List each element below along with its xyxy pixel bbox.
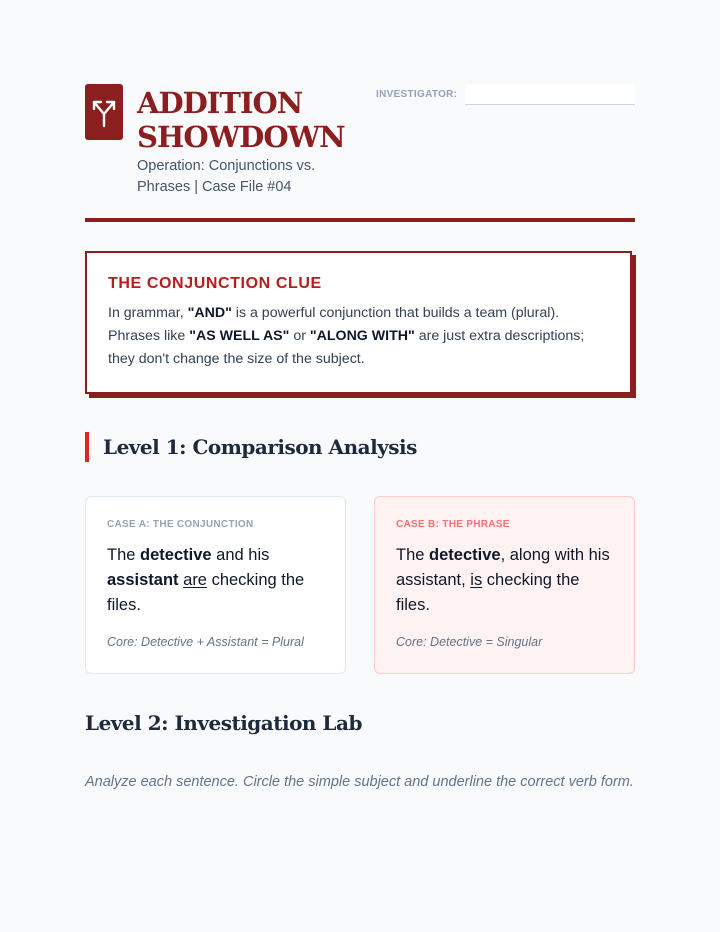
clue-keyword-along-with: "ALONG WITH" (309, 328, 415, 344)
subject-word: detective (429, 546, 501, 564)
logo (85, 84, 123, 140)
page-title (137, 86, 357, 154)
title-line-2: SHOWDOWN (137, 120, 345, 154)
page-subtitle (137, 156, 352, 198)
clue-text (108, 302, 610, 371)
sentence-part: checking the files. (396, 571, 580, 614)
subtitle-line-1: Operation: Conjunctions vs. (137, 158, 316, 174)
clue-text-part: or (289, 328, 310, 344)
case-a-core: Core: Detective + Assistant = Plural (107, 635, 304, 649)
sentence-part: The (396, 546, 430, 564)
sentence-part: and his (211, 546, 270, 564)
level-1-heading-block (85, 432, 417, 462)
case-b-card (374, 496, 635, 674)
header (85, 84, 635, 204)
investigator-label: INVESTIGATOR: (376, 89, 458, 100)
sentence-part: , along with his assistant, (396, 546, 610, 589)
clue-text-part: is a powerful conjunction that builds a team (plural). Phrases like (108, 305, 560, 344)
case-b-sentence (396, 543, 613, 618)
case-b-label: CASE B: THE PHRASE (396, 519, 510, 530)
conjunction-clue-box (85, 251, 632, 394)
level-1-heading: Level 1: Comparison Analysis (103, 435, 417, 459)
verb-word: is (470, 571, 483, 589)
clue-text-part: are just extra descriptions; they don't change the size of the subject. (108, 328, 585, 367)
clue-title: THE CONJUNCTION CLUE (108, 275, 322, 292)
clue-keyword-and: "AND" (187, 305, 232, 321)
subtitle-line-2: Phrases | Case File #04 (137, 179, 292, 195)
case-a-sentence (107, 543, 324, 618)
level-2-instructions: Analyze each sentence. Circle the simple subject and underline the correct verb form. (85, 774, 634, 790)
subject-word: assistant (107, 571, 179, 589)
subject-word: detective (140, 546, 212, 564)
split-arrows-icon (89, 96, 119, 128)
sentence-part: checking the files. (107, 571, 305, 614)
level-2-heading-block (85, 708, 362, 738)
case-a-card (85, 496, 346, 674)
case-b-core: Core: Detective = Singular (396, 635, 543, 649)
clue-keyword-as-well-as: "AS WELL AS" (189, 328, 290, 344)
sentence-part: The (107, 546, 141, 564)
level-2-heading: Level 2: Investigation Lab (85, 711, 362, 735)
title-line-1: ADDITION (137, 86, 303, 120)
investigator-name-input[interactable] (465, 84, 635, 105)
clue-text-part: In grammar, (108, 305, 188, 321)
case-a-label: CASE A: THE CONJUNCTION (107, 519, 254, 530)
header-divider (85, 218, 635, 222)
verb-word: are (183, 571, 207, 589)
